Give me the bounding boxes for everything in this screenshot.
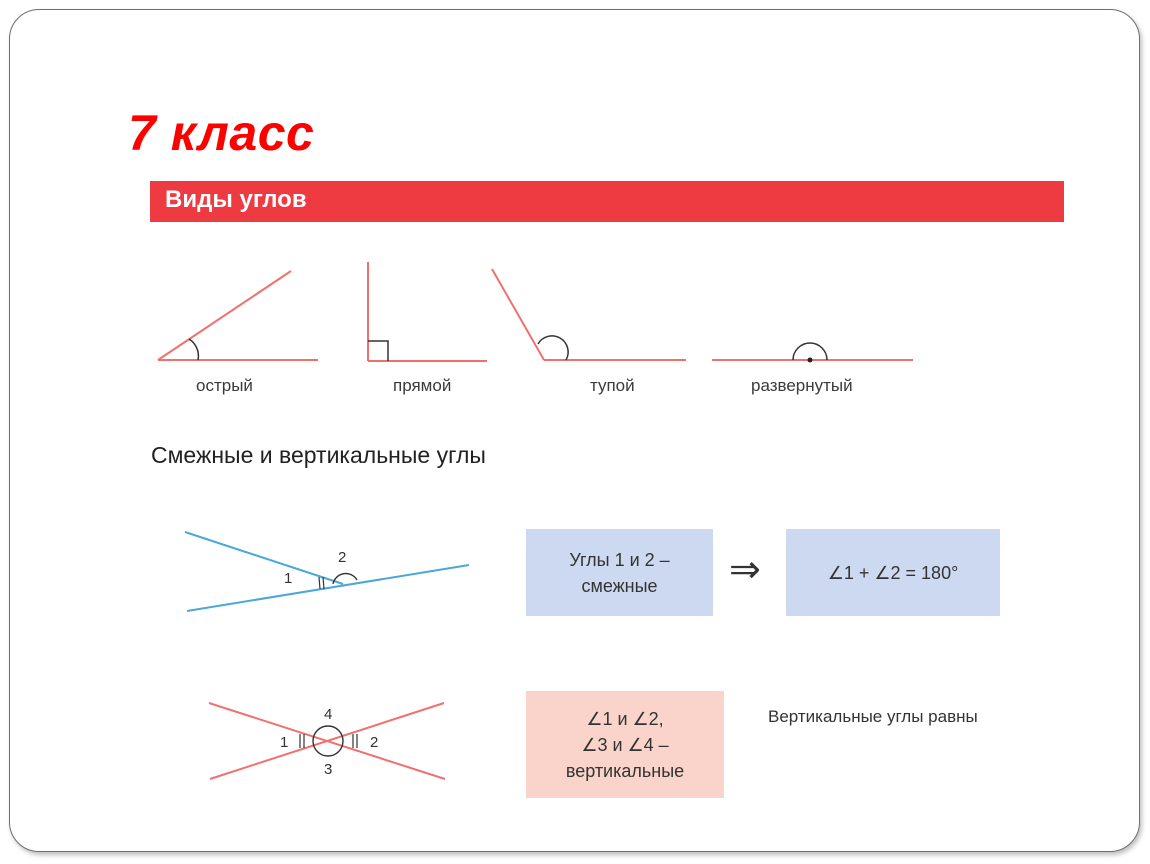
vertical-box-line-1: ∠1 и ∠2, [586,708,664,729]
adjacent-box-line-2: смежные [581,575,658,596]
adjacent-definition-box [526,529,713,616]
vertical-angles-note: Вертикальные углы равны [768,707,978,726]
vertical-angle-label-1: 1 [280,734,289,751]
adjacent-angle-label-1: 1 [284,570,293,587]
vertical-angle-label-2: 2 [370,734,379,751]
adjacent-angles-figure [185,532,469,611]
obtuse-angle-figure [492,269,686,360]
vertical-box-line-2: ∠3 и ∠4 – [581,734,669,755]
right-angle-figure [368,262,487,361]
label-obtuse: тупой [590,376,635,395]
label-straight: развернутый [751,376,853,395]
adjacent-box-line-1: Углы 1 и 2 – [569,549,670,570]
vertical-angle-label-4: 4 [324,706,333,723]
acute-angle-figure [158,271,318,360]
adjacent-formula: ∠1 + ∠2 = 180° [827,562,959,583]
vertical-box-line-3: вертикальные [565,760,685,781]
adjacent-angle-label-2: 2 [338,549,347,566]
subheading-adjacent-vertical: Смежные и вертикальные углы [151,442,486,468]
adjacent-formula-box [786,529,1000,616]
vertical-angle-label-3: 3 [324,761,333,778]
straight-angle-figure [712,343,913,363]
slide-title: 7 класс [128,105,315,161]
banner-title: Виды углов [165,186,307,213]
vertical-definition-box [526,691,724,798]
implies-arrow: ⇒ [729,549,761,591]
label-right: прямой [393,376,452,395]
label-acute: острый [196,376,253,395]
